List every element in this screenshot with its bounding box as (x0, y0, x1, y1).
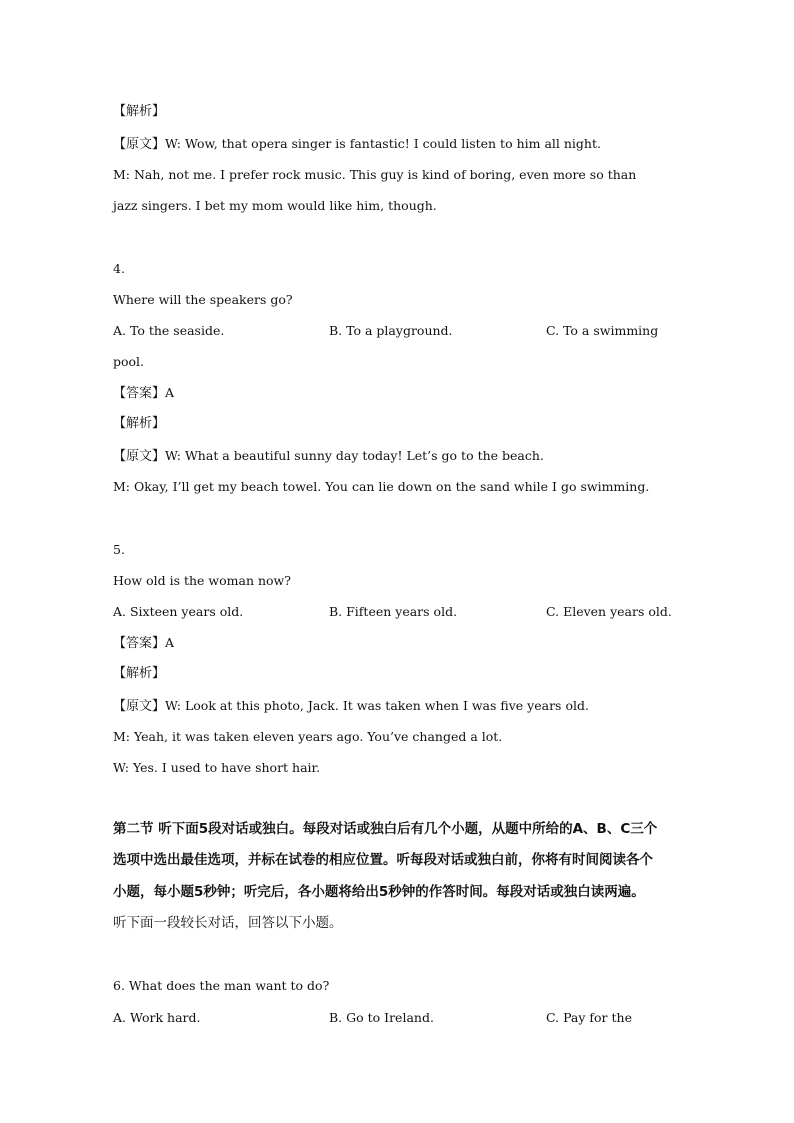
q6-option-c: C. Pay for the (546, 1010, 632, 1025)
q3-transcript-label: 【原文】 (113, 137, 166, 152)
section2-heading-line-3: 小题，每小题5秒钟；听完后，各小题将给出5秒钟的作答时间。每段对话或独白读两遍。 (113, 884, 645, 900)
q4-option-a: A. To the seaside. (113, 323, 225, 338)
q4-transcript-text-1: W: What a beautiful sunny day today! Let’s go to the beach. (165, 448, 544, 463)
q5-transcript-line-2: M: Yeah, it was taken eleven years ago. You’ve changed a lot. (113, 729, 503, 744)
q4-transcript-line-1 (113, 448, 544, 465)
q4-option-c-wrap: pool. (113, 354, 145, 369)
q5-transcript-line-1 (113, 698, 589, 715)
section2-heading-line-1: 第二节 听下面5段对话或独白。每段对话或独白后有几个小题，从题中所给的A、B、C三个 (113, 821, 658, 837)
q5-option-b: B. Fifteen years old. (329, 604, 458, 619)
q5-transcript-text-1: W: Look at this photo, Jack. It was taken when I was five years old. (165, 698, 589, 713)
q4-option-c: C. To a swimming (546, 323, 659, 338)
q4-answer-label: 【答案】 (113, 386, 166, 401)
q4-number: 4. (113, 261, 125, 276)
q5-answer-line (113, 635, 174, 652)
q6-question: 6. What does the man want to do? (113, 978, 330, 993)
q5-option-a: A. Sixteen years old. (113, 604, 244, 619)
section2-heading-line-2: 选项中选出最佳选项，并标在试卷的相应位置。听每段对话或独白前，你将有时间阅读各个 (113, 852, 653, 868)
section2-instruction: 听下面一段较长对话，回答以下小题。 (113, 915, 343, 931)
q3-transcript-text-1: W: Wow, that opera singer is fantastic! I could listen to him all night. (165, 136, 601, 151)
q3-transcript-line-3: jazz singers. I bet my mom would like him, though. (113, 198, 437, 213)
q5-option-c: C. Eleven years old. (546, 604, 672, 619)
q6-option-b: B. Go to Ireland. (329, 1010, 434, 1025)
q4-analysis-label: 【解析】 (113, 416, 166, 431)
q4-transcript-line-2: M: Okay, I’ll get my beach towel. You can lie down on the sand while I go swimming. (113, 479, 650, 494)
q4-option-b: B. To a playground. (329, 323, 453, 338)
q5-number: 5. (113, 542, 125, 557)
q3-transcript-line-1 (113, 136, 601, 153)
q4-answer-line (113, 385, 174, 402)
q4-question: Where will the speakers go? (113, 292, 293, 307)
q5-transcript-label: 【原文】 (113, 699, 166, 714)
q5-analysis-label: 【解析】 (113, 666, 166, 681)
q6-option-a: A. Work hard. (113, 1010, 201, 1025)
q4-answer: A (165, 385, 175, 400)
q5-answer-label: 【答案】 (113, 636, 166, 651)
q5-transcript-line-3: W: Yes. I used to have short hair. (113, 760, 321, 775)
q3-transcript-line-2: M: Nah, not me. I prefer rock music. This guy is kind of boring, even more so than (113, 167, 637, 182)
q4-transcript-label: 【原文】 (113, 449, 166, 464)
q5-answer: A (165, 635, 175, 650)
q5-question: How old is the woman now? (113, 573, 291, 588)
q3-analysis-label: 【解析】 (113, 104, 166, 119)
